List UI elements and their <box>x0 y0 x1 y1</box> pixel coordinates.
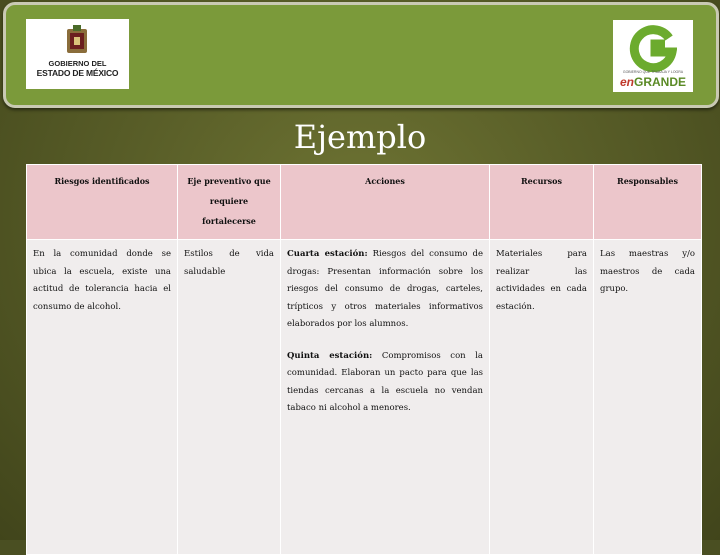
header-acciones: Acciones <box>281 165 490 240</box>
gobierno-logo <box>26 19 129 89</box>
header-responsables: Responsables <box>594 165 702 240</box>
cell-acciones <box>281 240 490 555</box>
cell-recursos: Materiales para realizar las actividades en cada estación. <box>490 240 594 555</box>
acciones-p2-text: Compromisos con la comunidad. Elaboran un pacto para que las tiendas cercanas a la escuela no vendan tabaco ni alcohol a menores. <box>287 350 483 413</box>
acciones-p1-text: Riesgos del consumo de drogas: Presentan información sobre los riesgos del consumo de drogas, carteles, trípticos y otros materiales informativos elaborados por los alumnos. <box>287 249 483 329</box>
gobierno-logo-line2: ESTADO DE MÉXICO <box>36 68 119 78</box>
g-logo-icon <box>629 24 677 72</box>
header-riesgos: Riesgos identificados <box>27 165 178 240</box>
header-band <box>3 2 719 108</box>
acciones-paragraph-1 <box>287 246 483 334</box>
cell-riesgos: En la comunidad donde se ubica la escuela, existe una actitud de tolerancia hacia el consumo de alcohol. <box>27 240 178 555</box>
header-recursos: Recursos <box>490 165 594 240</box>
engrande-brand <box>613 75 693 89</box>
acciones-p2-lead: Quinta estación: <box>287 350 373 361</box>
engrande-brand-prefix: en <box>619 75 634 89</box>
acciones-paragraph-2 <box>287 348 483 418</box>
state-shield-icon <box>66 25 88 55</box>
gobierno-logo-line1: GOBIERNO DEL <box>48 59 107 68</box>
cell-eje: Estilos de vida saludable <box>178 240 281 555</box>
engrande-logo <box>613 20 693 92</box>
cell-responsables: Las maestras y/o maestros de cada grupo. <box>594 240 702 555</box>
table-header-row <box>27 165 702 240</box>
slide-title: Ejemplo <box>293 118 427 156</box>
header-eje: Eje preventivo que requiere fortalecerse <box>178 165 281 240</box>
table-row <box>27 240 702 555</box>
action-plan-table <box>26 164 702 555</box>
acciones-p1-lead: Cuarta estación: <box>287 249 368 259</box>
engrande-brand-main: GRANDE <box>634 75 687 89</box>
engrande-tagline: GOBIERNO QUE TRABAJA Y LOGRA <box>622 70 684 74</box>
